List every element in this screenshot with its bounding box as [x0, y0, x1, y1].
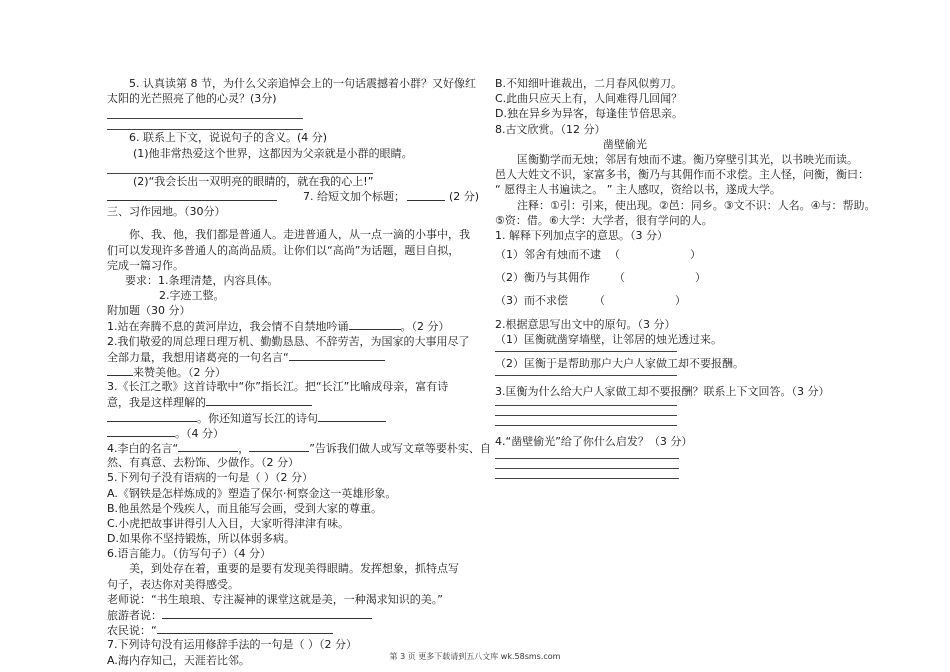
answer-blank[interactable] — [162, 607, 372, 619]
answer-line[interactable] — [495, 416, 677, 426]
answer-line[interactable] — [495, 459, 679, 469]
title-blank[interactable] — [407, 189, 445, 201]
q7-opt-c: C.此曲只应天上有，人间难得几回闻？ — [495, 92, 683, 106]
answer-blank[interactable] — [249, 440, 309, 452]
extra-q3-text2: 。你还知道写长江的诗句 — [197, 411, 318, 425]
r1-item-3 — [495, 293, 755, 308]
answer-paren[interactable]: （ ） — [614, 271, 706, 285]
essay-line3: 完成一篇习作。 — [107, 258, 184, 272]
extra-q7: 7.下列诗句没有运用修辞手法的一句是（ ）（2 分） — [107, 638, 357, 652]
q7-opt-b: B.不知细叶谁裁出，二月春风似剪刀。 — [495, 77, 683, 90]
extra-q6-text1: 美，到处存在着，重要的是要有发现美得眼睛。发挥想象，抓特点写 — [129, 562, 459, 576]
answer-blank[interactable] — [157, 622, 333, 634]
poem-line2: 邑人大姓文不识，家富多书，衡乃与其佣作而不求偿。主人怪，问衡，衡曰： — [495, 168, 869, 182]
tourist-label: 旅游者说： — [107, 609, 162, 622]
poem-line1: 匡衡勤学而无烛；邻居有烛而不逮。衡乃穿壁引其光，以书映光而读。 — [517, 152, 858, 166]
tourist-says — [107, 607, 477, 622]
q5-line2: 太阳的光芒照亮了他的心灵？(3分) — [107, 92, 277, 106]
answer-blank[interactable] — [206, 394, 312, 406]
q6-sentence-2: (2)“我会长出一双明亮的眼睛的，就在我的心上!” — [133, 174, 374, 188]
extra-q5-opt-b: B.他虽然是个残疾人，而且能写会画，受到大家的尊重。 — [107, 501, 383, 515]
extra-q4-comma: ， — [238, 441, 250, 455]
notes-line1: 注释：①引：引来，使出现。②邑：同乡。③文不识：人名。④与：帮助。 — [517, 198, 876, 212]
extra-q6-text2: 句子，表达你对美得感受。 — [107, 577, 239, 591]
answer-line[interactable] — [107, 189, 277, 201]
extra-q2-text: 全部力量，我想用诸葛亮的一句名言“ — [107, 350, 289, 364]
answer-blank[interactable] — [318, 410, 386, 422]
answer-blank[interactable] — [107, 364, 133, 376]
extra-q2-line3 — [107, 364, 477, 379]
answer-line[interactable] — [495, 399, 677, 406]
answer-line[interactable] — [107, 161, 373, 174]
right-column — [495, 76, 876, 479]
r1-item-1-text: （1）邻舍有烛而不逮 — [495, 248, 601, 262]
extra-q4-line1 — [107, 440, 491, 455]
answer-line[interactable] — [495, 469, 679, 479]
r1-item-1 — [495, 247, 755, 262]
q7-row — [107, 189, 480, 204]
page-footer: 第 3 页 更多下载请到五八文库 wk.58sms.com — [389, 652, 561, 661]
notes-line2: ⑤资：借。⑥大学：大学者，很有学问的人。 — [495, 213, 713, 227]
q8-title: 8.古文欣赏。（12 分） — [495, 122, 606, 136]
extra-q4-line2: 然、有真意、去粉饰、少做作。（2 分） — [107, 456, 299, 470]
answer-line[interactable] — [107, 106, 303, 119]
q7-label: 7. 给短文加个标题； — [303, 189, 405, 203]
extra-q5-opt-a: A.《钢铁是怎样炼成的》塑造了保尔·柯察金这一英雄形象。 — [107, 486, 397, 500]
extra-q5-opt-d: D.如果你不坚持锻炼，所以体弱多病。 — [107, 532, 295, 546]
q7-score: (2 分) — [449, 189, 480, 203]
r1-title: 1. 解释下列加点字的意思。（3 分） — [495, 228, 668, 242]
poem-title: 凿壁偷光 — [603, 137, 647, 151]
extra-q6: 6.语言能力。（仿写句子）（4 分） — [107, 547, 271, 561]
answer-blank[interactable] — [178, 440, 238, 452]
extra-q5: 5.下列句子没有语病的一句是（ ）（2 分） — [107, 471, 313, 485]
essay-line1: 你、我、他，我们都是普通人。走进普通人，从一点一滴的小事中，我 — [129, 228, 470, 242]
r1-item-3-text: （3）而不求偿 — [495, 294, 568, 308]
r2-title: 2.根据意思写出文中的原句。（3 分） — [495, 317, 676, 331]
r1-item-2-text: （2）衡乃与其佣作 — [495, 271, 590, 285]
teacher-says: 老师说：“书生琅琅、专注凝神的课堂这就是美，一种渴求知识的美。” — [107, 592, 443, 606]
answer-paren[interactable]: （ ） — [594, 294, 686, 308]
r1-item-2 — [495, 270, 755, 285]
extra-q4-text: 4.李白的名言“ — [107, 441, 179, 455]
essay-req-1: 要求：1.条理清楚，内容具体。 — [125, 273, 279, 287]
extra-q2-end: 来赞美他。（2 分） — [133, 366, 226, 379]
r4-title: 4.“凿壁偷光”给了你什么启发？（3 分） — [495, 435, 693, 449]
farmer-says — [107, 622, 477, 637]
answer-paren[interactable]: （ ） — [609, 248, 701, 262]
extra-q3-end: 。（4 分） — [175, 426, 224, 440]
extra-q2-line2 — [107, 349, 477, 364]
r2-item-2: （2）匡衡于是帮助那户大户人家做工却不要报酬。 — [495, 357, 744, 370]
extra-q3-line1: 3.《长江之歌》这首诗歌中“你”指长江。把“长江”比喻成母亲，富有诗 — [107, 380, 449, 394]
extra-q4-text2: ”告诉我们做人或写文章等要朴实、自 — [309, 441, 491, 455]
extra-q3-text: 意，我是这样理解的 — [107, 396, 206, 410]
extra-q5-opt-c: C.小虎把故事讲得引人入目，大家听得津津有味。 — [107, 516, 350, 530]
q6-title: 6. 联系上下文，说说句子的含义。(4 分) — [129, 131, 328, 145]
essay-req-2: 2.字迹工整。 — [159, 289, 225, 303]
extra-q3-line4 — [107, 425, 477, 440]
answer-line[interactable] — [495, 406, 677, 416]
q5-line1: 5. 认真读第 8 节，为什么父亲追悼会上的一句话震撼着小群？又好像红 — [129, 77, 476, 90]
extra-q3-line3 — [107, 410, 477, 425]
extra-q1-text: 1.站在奔腾不息的黄河岸边，我会情不自禁地吟诵 — [107, 320, 349, 334]
section-3-title: 三、习作园地。（30分） — [107, 205, 226, 219]
extra-q1 — [107, 318, 477, 333]
left-column — [107, 76, 491, 668]
poem-line3: “ 愿得主人书遍读之。 ” 主人感叹，资给以书，遂成大学。 — [495, 183, 781, 197]
essay-line2: 们可以发现许多普通人的高尚品质。让你们以“高尚”为话题，题目自拟， — [107, 243, 460, 257]
extra-q7-opt-a: A.海内存知己，天涯若比邻。 — [107, 653, 250, 667]
extra-q1-end: 。（2 分） — [400, 320, 450, 334]
r2-item-1: （1）匡衡就凿穿墙壁，让邻居的烛光透过来。 — [495, 332, 722, 346]
answer-blank[interactable] — [349, 318, 401, 330]
r3-title: 3.匡衡为什么给大户人家做工却不要报酬？联系上下文回答。（3 分） — [495, 385, 830, 399]
farmer-label: 农民说：“ — [107, 624, 157, 638]
q7-opt-d: D.独在异乡为异客，每逢佳节倍思亲。 — [495, 107, 683, 121]
answer-line[interactable] — [495, 450, 679, 459]
answer-blank[interactable] — [107, 425, 175, 437]
extra-q2-line1: 2.我们敬爱的周总理日理万机、勤勤恳恳、不辞劳苦，为国家的大事用尽了 — [107, 334, 470, 348]
q6-sentence-1: (1)他非常热爱这个世界，这都因为父亲就是小群的眼睛。 — [133, 146, 413, 160]
extra-title: 附加题（30 分） — [107, 304, 191, 318]
extra-q3-line2 — [107, 394, 477, 409]
answer-blank[interactable] — [107, 410, 197, 422]
answer-blank[interactable] — [289, 349, 385, 361]
